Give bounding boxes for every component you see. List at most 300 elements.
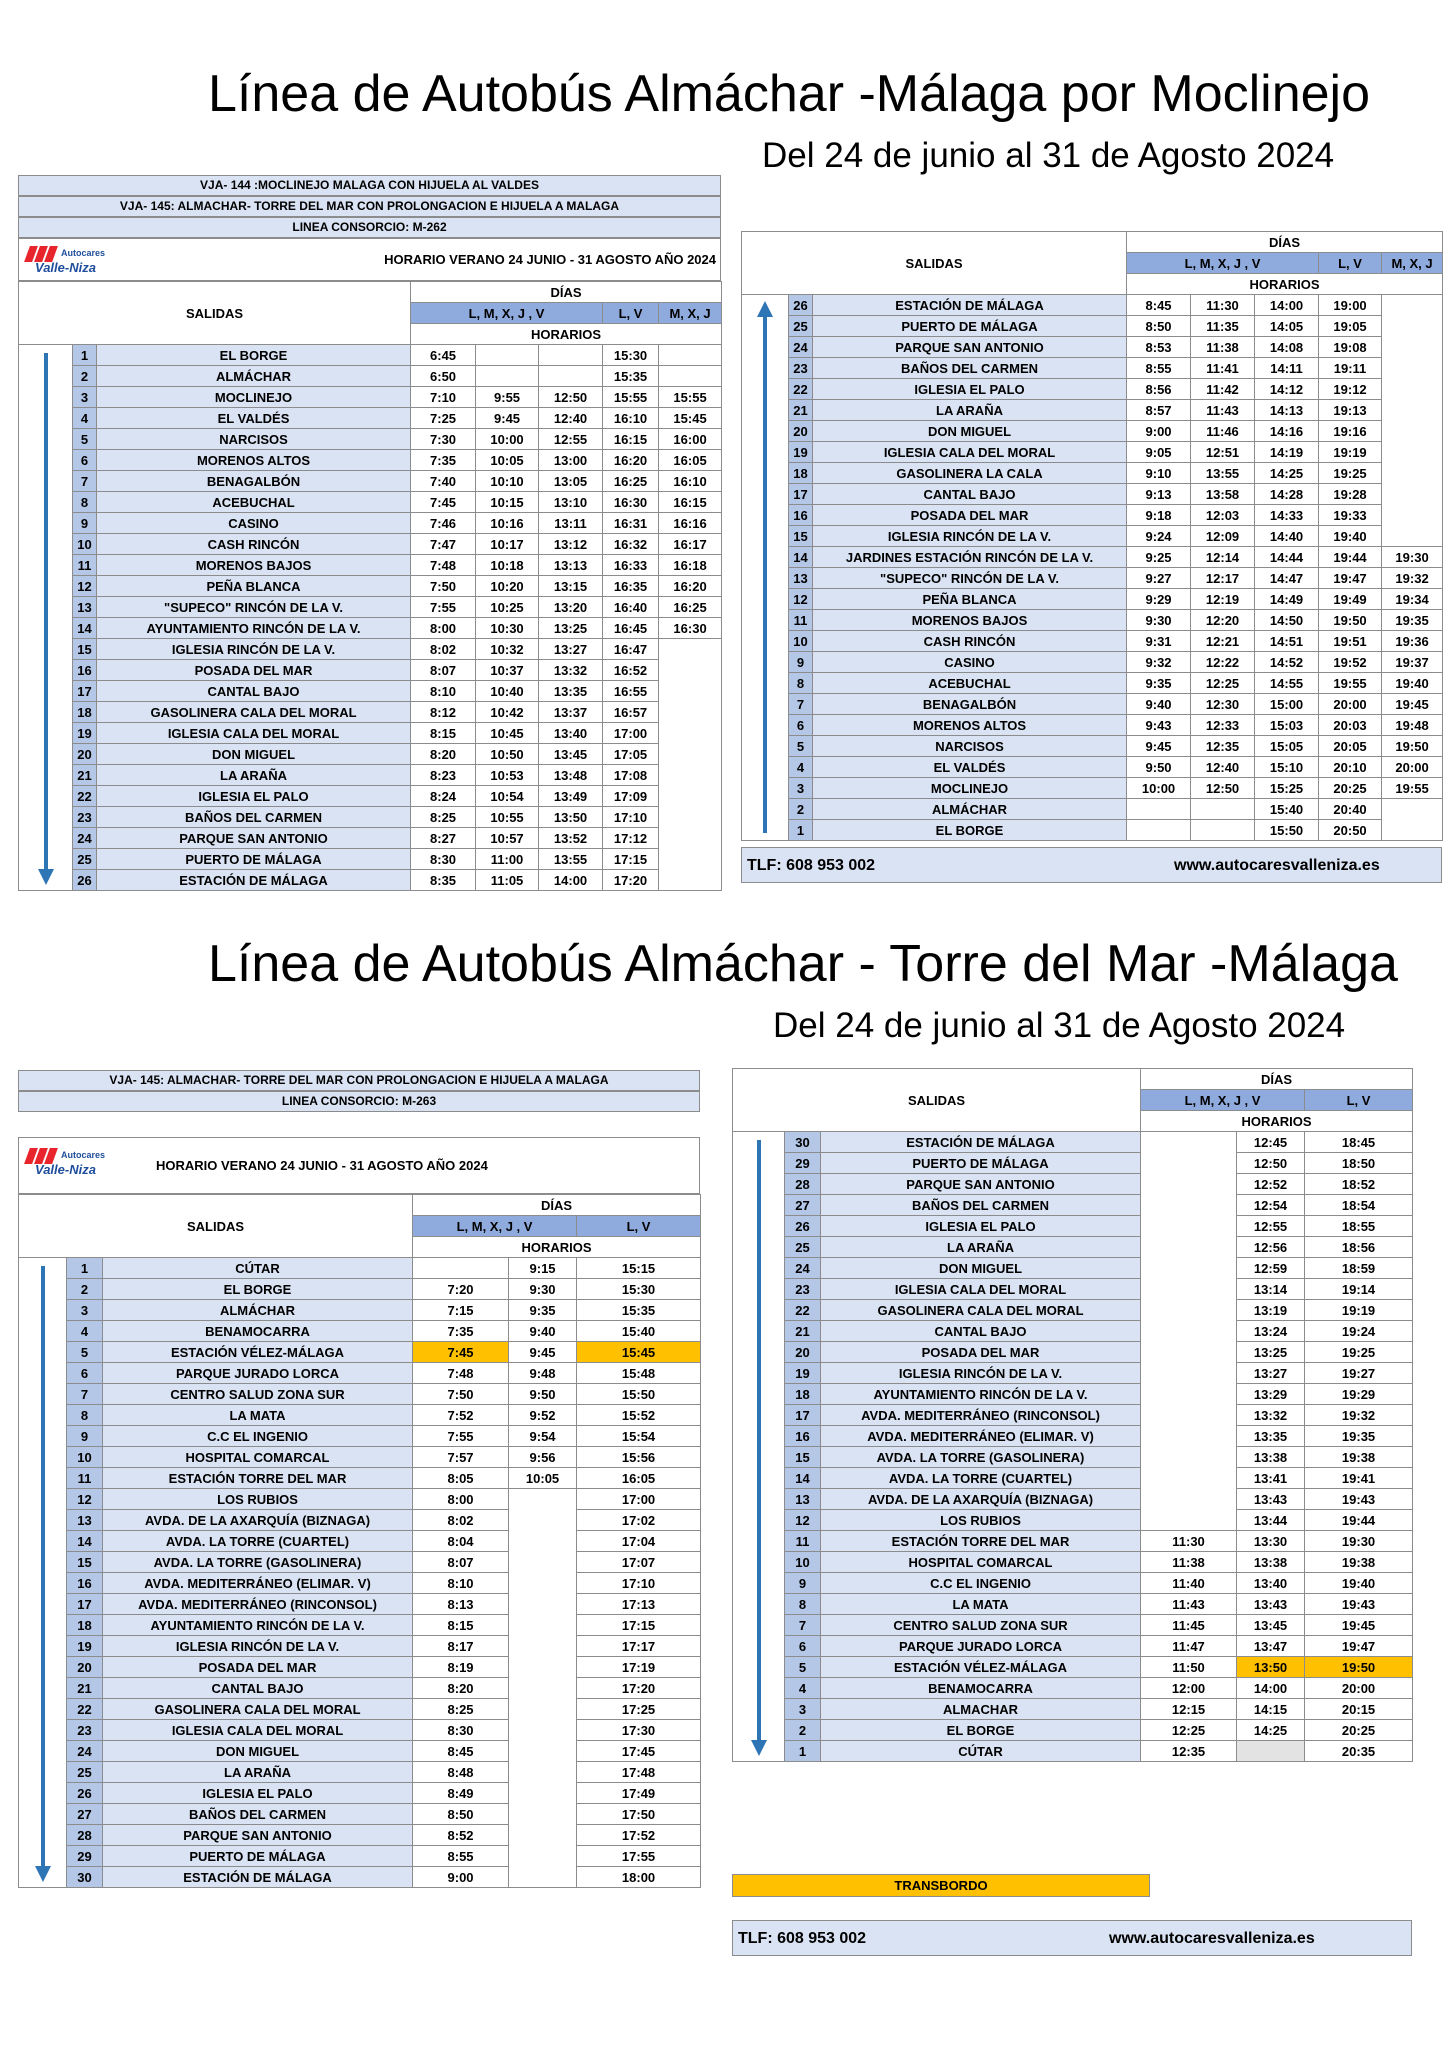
departure-time: 11:42 <box>1191 379 1255 400</box>
table-row <box>742 568 1443 589</box>
stop-name: MOCLINEJO <box>813 778 1127 799</box>
departure-time: 13:10 <box>539 492 603 513</box>
departure-time: 13:35 <box>539 681 603 702</box>
departure-time: 19:45 <box>1305 1615 1413 1636</box>
table-row <box>19 681 722 702</box>
departure-time: 19:14 <box>1305 1279 1413 1300</box>
stop-number: 9 <box>67 1426 103 1447</box>
section1-title: Línea de Autobús Almáchar -Málaga por Moclinejo <box>208 65 1371 123</box>
table-row <box>19 555 722 576</box>
stop-name: CÚTAR <box>103 1258 413 1279</box>
stop-name: POSADA DEL MAR <box>97 660 411 681</box>
departure-time: 20:25 <box>1319 778 1382 799</box>
table-row <box>733 1636 1413 1657</box>
departure-time: 15:35 <box>577 1300 701 1321</box>
stop-number: 4 <box>67 1321 103 1342</box>
phone-number: TLF: 608 953 002 <box>738 1930 867 1947</box>
stop-number: 4 <box>789 757 813 778</box>
stop-name: ESTACIÓN DE MÁLAGA <box>103 1867 413 1888</box>
stop-number: 20 <box>73 744 97 765</box>
departure-time: 8:25 <box>411 807 476 828</box>
stop-number: 26 <box>67 1783 103 1804</box>
departure-time: 20:00 <box>1382 757 1443 778</box>
departure-time: 13:38 <box>1237 1447 1305 1468</box>
table-row <box>19 639 722 660</box>
departure-time: 7:55 <box>413 1426 509 1447</box>
departure-time: 13:19 <box>1237 1300 1305 1321</box>
departure-time: 9:50 <box>1127 757 1191 778</box>
table-row <box>19 1783 701 1804</box>
stop-name: ESTACIÓN DE MÁLAGA <box>813 295 1127 316</box>
departure-time: 16:45 <box>603 618 659 639</box>
departure-time: 19:38 <box>1305 1552 1413 1573</box>
departure-time: 18:54 <box>1305 1195 1413 1216</box>
departure-time: 15:50 <box>1255 820 1319 841</box>
stop-number: 26 <box>785 1216 821 1237</box>
stop-name: CÚTAR <box>821 1741 1141 1762</box>
stop-name: PARQUE SAN ANTONIO <box>103 1825 413 1846</box>
stop-number: 25 <box>785 1237 821 1258</box>
departure-time: 8:55 <box>413 1846 509 1867</box>
departure-time: 20:25 <box>1305 1720 1413 1741</box>
stop-number: 3 <box>785 1699 821 1720</box>
departure-time: 20:50 <box>1319 820 1382 841</box>
table-row <box>733 1531 1413 1552</box>
stop-number: 21 <box>73 765 97 786</box>
departure-time: 8:50 <box>1127 316 1191 337</box>
table-row <box>19 1384 701 1405</box>
departure-time: 6:50 <box>411 366 476 387</box>
table-row <box>733 1405 1413 1426</box>
departure-time: 17:55 <box>577 1846 701 1867</box>
stop-name: IGLESIA EL PALO <box>103 1783 413 1804</box>
departure-time: 19:05 <box>1319 316 1382 337</box>
stop-name: BAÑOS DEL CARMEN <box>103 1804 413 1825</box>
table-row <box>19 618 722 639</box>
table-row <box>733 1279 1413 1300</box>
departure-time: 17:30 <box>577 1720 701 1741</box>
departure-time: 20:40 <box>1319 799 1382 820</box>
departure-time: 20:35 <box>1305 1741 1413 1762</box>
departure-time: 8:04 <box>413 1531 509 1552</box>
table-row <box>733 1216 1413 1237</box>
info-line: VJA- 145: ALMACHAR- TORRE DEL MAR CON PROLONGACION E HIJUELA A MALAGA <box>18 1070 700 1091</box>
schedule-header <box>18 1137 700 1194</box>
departure-time: 14:00 <box>1255 295 1319 316</box>
section2-title: Línea de Autobús Almáchar - Torre del Mar -Málaga <box>208 935 1398 993</box>
departure-time: 19:50 <box>1305 1657 1413 1678</box>
departure-time: 10:55 <box>476 807 539 828</box>
stop-name: AVDA. MEDITERRÁNEO (RINCONSOL) <box>103 1594 413 1615</box>
departure-time: 12:52 <box>1237 1174 1305 1195</box>
departure-time: 8:27 <box>411 828 476 849</box>
day-group-header: L, M, X, J , V <box>411 303 603 324</box>
departure-time: 16:15 <box>603 429 659 450</box>
departure-time: 10:54 <box>476 786 539 807</box>
departure-time: 13:50 <box>1237 1657 1305 1678</box>
departure-time: 17:10 <box>577 1573 701 1594</box>
table-row <box>733 1321 1413 1342</box>
stop-number: 13 <box>73 597 97 618</box>
day-group-header: L, V <box>577 1216 701 1237</box>
departure-time: 17:00 <box>603 723 659 744</box>
departure-time: 7:46 <box>411 513 476 534</box>
stop-name: C.C EL INGENIO <box>103 1426 413 1447</box>
stop-number: 24 <box>67 1741 103 1762</box>
stop-number: 25 <box>73 849 97 870</box>
departure-time: 11:47 <box>1141 1636 1237 1657</box>
departure-time: 12:21 <box>1191 631 1255 652</box>
table-row <box>742 442 1443 463</box>
table-row <box>19 513 722 534</box>
departure-time: 8:45 <box>1127 295 1191 316</box>
table-row <box>733 1426 1413 1447</box>
departure-time <box>1237 1741 1305 1762</box>
table-row <box>742 631 1443 652</box>
departure-time: 14:05 <box>1255 316 1319 337</box>
departure-time: 20:05 <box>1319 736 1382 757</box>
stop-number: 30 <box>785 1132 821 1153</box>
departure-time: 17:02 <box>577 1510 701 1531</box>
website-link[interactable]: www.autocaresvalleniza.es <box>1109 1930 1315 1947</box>
table-row <box>19 1573 701 1594</box>
table-row <box>19 1762 701 1783</box>
stop-name: PARQUE SAN ANTONIO <box>97 828 411 849</box>
departure-time: 17:08 <box>603 765 659 786</box>
stop-number: 20 <box>785 1342 821 1363</box>
departure-time: 8:20 <box>411 744 476 765</box>
departure-time: 19:16 <box>1319 421 1382 442</box>
departure-time: 12:51 <box>1191 442 1255 463</box>
departure-time <box>1127 799 1191 820</box>
departure-time: 7:48 <box>411 555 476 576</box>
departure-time <box>1127 820 1191 841</box>
day-group-header: L, M, X, J , V <box>1141 1090 1305 1111</box>
departure-time: 8:02 <box>413 1510 509 1531</box>
departure-time: 16:55 <box>603 681 659 702</box>
stop-number: 7 <box>67 1384 103 1405</box>
departure-time: 8:45 <box>413 1741 509 1762</box>
day-group-header: L, M, X, J , V <box>413 1216 577 1237</box>
departure-time: 11:50 <box>1141 1657 1237 1678</box>
day-group-header: L, V <box>603 303 659 324</box>
stop-number: 18 <box>785 1384 821 1405</box>
stop-name: AVDA. MEDITERRÁNEO (ELIMAR. V) <box>103 1573 413 1594</box>
table-row <box>742 589 1443 610</box>
departure-time: 17:20 <box>603 870 659 891</box>
departure-time: 17:25 <box>577 1699 701 1720</box>
departure-time <box>476 345 539 366</box>
departure-time: 12:22 <box>1191 652 1255 673</box>
departure-time: 19:45 <box>1382 694 1443 715</box>
table-row <box>19 1846 701 1867</box>
departure-time: 16:20 <box>659 576 722 597</box>
stop-number: 22 <box>789 379 813 400</box>
table-row <box>742 736 1443 757</box>
departure-time: 9:56 <box>509 1447 577 1468</box>
departure-time: 16:25 <box>603 471 659 492</box>
stop-name: AVDA. MEDITERRÁNEO (RINCONSOL) <box>821 1405 1141 1426</box>
departure-time: 10:00 <box>476 429 539 450</box>
stop-number: 28 <box>67 1825 103 1846</box>
departure-time: 16:25 <box>659 597 722 618</box>
departure-time: 19:41 <box>1305 1468 1413 1489</box>
table-row <box>742 820 1443 841</box>
departure-time: 13:40 <box>1237 1573 1305 1594</box>
table-row <box>19 429 722 450</box>
stop-name: AVDA. LA TORRE (CUARTEL) <box>821 1468 1141 1489</box>
table-row <box>19 1510 701 1531</box>
departure-time: 11:46 <box>1191 421 1255 442</box>
stop-name: ACEBUCHAL <box>97 492 411 513</box>
schedule-header <box>18 238 721 281</box>
departure-time: 15:40 <box>577 1321 701 1342</box>
table-row <box>742 673 1443 694</box>
departure-time: 13:12 <box>539 534 603 555</box>
departure-time: 8:49 <box>413 1783 509 1804</box>
departure-time: 16:20 <box>603 450 659 471</box>
departure-time: 14:51 <box>1255 631 1319 652</box>
departure-time: 17:15 <box>577 1615 701 1636</box>
departure-time: 13:37 <box>539 702 603 723</box>
stop-number: 5 <box>785 1657 821 1678</box>
departure-time: 8:56 <box>1127 379 1191 400</box>
table-row <box>19 807 722 828</box>
departure-time: 12:59 <box>1237 1258 1305 1279</box>
stop-number: 2 <box>67 1279 103 1300</box>
table-row <box>19 534 722 555</box>
departure-time: 14:44 <box>1255 547 1319 568</box>
departure-time: 13:32 <box>539 660 603 681</box>
departure-time: 13:27 <box>539 639 603 660</box>
departure-time: 13:32 <box>1237 1405 1305 1426</box>
departure-time: 14:55 <box>1255 673 1319 694</box>
stop-number: 24 <box>785 1258 821 1279</box>
stop-number: 13 <box>67 1510 103 1531</box>
stop-name: AVDA. LA TORRE (CUARTEL) <box>103 1531 413 1552</box>
departure-time: 14:08 <box>1255 337 1319 358</box>
departure-time: 12:17 <box>1191 568 1255 589</box>
departure-time: 9:54 <box>509 1426 577 1447</box>
stop-number: 15 <box>73 639 97 660</box>
departure-time: 13:44 <box>1237 1510 1305 1531</box>
departure-time: 10:05 <box>509 1468 577 1489</box>
departure-time: 12:09 <box>1191 526 1255 547</box>
departure-time <box>659 366 722 387</box>
departure-time: 10:42 <box>476 702 539 723</box>
departure-time: 13:24 <box>1237 1321 1305 1342</box>
stop-number: 1 <box>789 820 813 841</box>
stop-name: ALMACHAR <box>821 1699 1141 1720</box>
departure-time: 9:52 <box>509 1405 577 1426</box>
stop-number: 23 <box>73 807 97 828</box>
stop-name: PARQUE JURADO LORCA <box>821 1636 1141 1657</box>
stop-number: 24 <box>73 828 97 849</box>
departure-time: 17:49 <box>577 1783 701 1804</box>
table-row <box>733 1342 1413 1363</box>
table-row <box>19 1720 701 1741</box>
stop-number: 10 <box>785 1552 821 1573</box>
table-row <box>19 597 722 618</box>
departure-time: 13:05 <box>539 471 603 492</box>
departure-time: 14:12 <box>1255 379 1319 400</box>
stop-number: 22 <box>67 1699 103 1720</box>
stop-number: 2 <box>789 799 813 820</box>
departure-time: 8:30 <box>413 1720 509 1741</box>
stop-name: "SUPECO" RINCÓN DE LA V. <box>813 568 1127 589</box>
stop-name: PARQUE SAN ANTONIO <box>821 1174 1141 1195</box>
stop-number: 24 <box>789 337 813 358</box>
stop-name: GASOLINERA CALA DEL MORAL <box>821 1300 1141 1321</box>
stop-name: EL VALDÉS <box>813 757 1127 778</box>
stop-number: 2 <box>73 366 97 387</box>
departure-time: 20:00 <box>1305 1678 1413 1699</box>
table-row <box>733 1174 1413 1195</box>
stop-name: MORENOS ALTOS <box>813 715 1127 736</box>
departure-time: 17:04 <box>577 1531 701 1552</box>
table-row <box>742 799 1443 820</box>
departure-time: 19:36 <box>1382 631 1443 652</box>
dias-header: DÍAS <box>1141 1069 1413 1090</box>
departure-time: 10:53 <box>476 765 539 786</box>
departure-time: 12:56 <box>1237 1237 1305 1258</box>
table-row <box>733 1552 1413 1573</box>
table-row <box>733 1447 1413 1468</box>
stop-name: BENAGALBÓN <box>813 694 1127 715</box>
departure-time: 13:38 <box>1237 1552 1305 1573</box>
departure-time: 13:11 <box>539 513 603 534</box>
stop-number: 11 <box>73 555 97 576</box>
departure-time: 19:44 <box>1319 547 1382 568</box>
departure-time: 8:19 <box>413 1657 509 1678</box>
departure-time: 8:53 <box>1127 337 1191 358</box>
horarios-header: HORARIOS <box>411 324 722 345</box>
stop-name: EL BORGE <box>813 820 1127 841</box>
stop-name: LOS RUBIOS <box>821 1510 1141 1531</box>
departure-time: 16:32 <box>603 534 659 555</box>
departure-time: 7:45 <box>411 492 476 513</box>
stop-number: 16 <box>789 505 813 526</box>
stop-number: 1 <box>67 1258 103 1279</box>
departure-time: 16:05 <box>577 1468 701 1489</box>
departure-time: 15:30 <box>603 345 659 366</box>
table-row <box>19 1594 701 1615</box>
table-row <box>733 1489 1413 1510</box>
departure-time: 9:55 <box>476 387 539 408</box>
stop-name: BAÑOS DEL CARMEN <box>813 358 1127 379</box>
departure-time: 10:32 <box>476 639 539 660</box>
stop-number: 11 <box>785 1531 821 1552</box>
stop-number: 9 <box>785 1573 821 1594</box>
stop-name: GASOLINERA LA CALA <box>813 463 1127 484</box>
departure-time: 12:25 <box>1191 673 1255 694</box>
stop-number: 6 <box>73 450 97 471</box>
departure-time: 13:27 <box>1237 1363 1305 1384</box>
departure-time: 7:35 <box>411 450 476 471</box>
table-row <box>19 345 722 366</box>
stop-name: CASH RINCÓN <box>97 534 411 555</box>
day-group-header: M, X, J <box>659 303 722 324</box>
departure-time: 13:41 <box>1237 1468 1305 1489</box>
departure-time: 14:25 <box>1237 1720 1305 1741</box>
stop-number: 16 <box>785 1426 821 1447</box>
stop-number: 5 <box>67 1342 103 1363</box>
table-row <box>19 471 722 492</box>
departure-time: 12:54 <box>1237 1195 1305 1216</box>
stop-number: 15 <box>789 526 813 547</box>
departure-time: 17:19 <box>577 1657 701 1678</box>
departure-time: 12:20 <box>1191 610 1255 631</box>
departure-time: 7:25 <box>411 408 476 429</box>
departure-time: 17:50 <box>577 1804 701 1825</box>
info-line: LINEA CONSORCIO: M-262 <box>18 217 721 238</box>
departure-time: 9:30 <box>1127 610 1191 631</box>
table-row <box>742 358 1443 379</box>
departure-time: 9:32 <box>1127 652 1191 673</box>
departure-time: 19:50 <box>1319 610 1382 631</box>
empty-cell <box>659 639 722 891</box>
departure-time: 19:47 <box>1305 1636 1413 1657</box>
table-row <box>733 1573 1413 1594</box>
departure-time: 9:13 <box>1127 484 1191 505</box>
table-row <box>19 1279 701 1300</box>
departure-time: 9:40 <box>509 1321 577 1342</box>
departure-time: 11:30 <box>1141 1531 1237 1552</box>
departure-time: 7:47 <box>411 534 476 555</box>
stop-number: 23 <box>67 1720 103 1741</box>
departure-time: 16:40 <box>603 597 659 618</box>
stop-name: BENAGALBÓN <box>97 471 411 492</box>
departure-time: 17:20 <box>577 1678 701 1699</box>
departure-time: 14:25 <box>1255 463 1319 484</box>
departure-time: 8:07 <box>413 1552 509 1573</box>
table-row <box>19 1741 701 1762</box>
departure-time: 10:40 <box>476 681 539 702</box>
stop-name: POSADA DEL MAR <box>821 1342 1141 1363</box>
departure-time <box>1191 799 1255 820</box>
website-link[interactable]: www.autocaresvalleniza.es <box>1174 857 1380 874</box>
departure-time: 8:30 <box>411 849 476 870</box>
table-row <box>19 1258 701 1279</box>
departure-time: 12:40 <box>1191 757 1255 778</box>
empty-cell <box>1382 295 1443 547</box>
table-row <box>733 1237 1413 1258</box>
departure-time: 17:45 <box>577 1741 701 1762</box>
departure-time: 20:10 <box>1319 757 1382 778</box>
dias-header: DÍAS <box>411 282 722 303</box>
table-row <box>19 1678 701 1699</box>
table-row <box>19 1489 701 1510</box>
stop-name: EL BORGE <box>821 1720 1141 1741</box>
table-row <box>742 547 1443 568</box>
stop-name: CASINO <box>813 652 1127 673</box>
departure-time: 12:35 <box>1191 736 1255 757</box>
departure-time: 19:38 <box>1305 1447 1413 1468</box>
stop-name: IGLESIA EL PALO <box>813 379 1127 400</box>
stop-name: CASH RINCÓN <box>813 631 1127 652</box>
departure-time: 16:30 <box>603 492 659 513</box>
stop-number: 8 <box>67 1405 103 1426</box>
departure-time: 18:59 <box>1305 1258 1413 1279</box>
departure-time: 9:30 <box>509 1279 577 1300</box>
stop-name: AYUNTAMIENTO RINCÓN DE LA V. <box>97 618 411 639</box>
departure-time: 12:19 <box>1191 589 1255 610</box>
stop-name: ESTACIÓN TORRE DEL MAR <box>103 1468 413 1489</box>
departure-time: 19:30 <box>1382 547 1443 568</box>
departure-time: 15:30 <box>577 1279 701 1300</box>
departure-time: 13:50 <box>539 807 603 828</box>
departure-time: 19:37 <box>1382 652 1443 673</box>
